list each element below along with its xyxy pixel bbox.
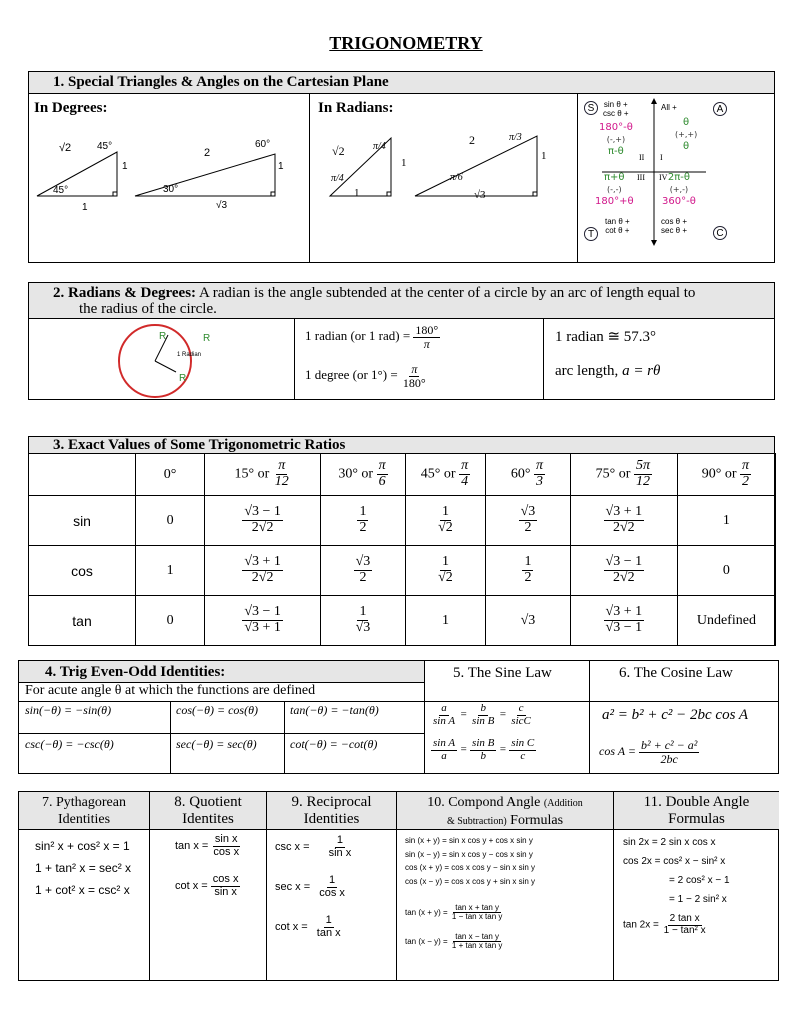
section-8-header: 8. Quotient Identites [174, 794, 242, 827]
tri2-side-bottom: √3 [216, 200, 228, 211]
section-formulas [18, 791, 779, 981]
tri3-side-bottom: 1 [354, 187, 360, 199]
radian-approx: 1 radian ≅ 57.3° [555, 329, 657, 345]
identity-cot: cot(−θ) = −cot(θ) [290, 737, 378, 751]
q3-handwritten: π+θ (-,-) 180°+θ [595, 172, 634, 207]
arc-length: arc length, a = rθ [555, 363, 661, 379]
radians-label: In Radians: [318, 100, 394, 116]
q2-handwritten: 180°-θ (-,+) π-θ [599, 122, 633, 157]
t-quadrant-label: T [584, 227, 598, 241]
section-4-header: 4. Trig Even-Odd Identities: [45, 664, 226, 680]
table-cell: $\frac{√3}{2}$ [321, 546, 406, 596]
quotient-cot: cot x = $\frac{\text{cos x}}{\text{sin x}}$ [175, 873, 239, 898]
identity-tan: tan(−θ) = −tan(θ) [290, 703, 379, 717]
table-cell: $\frac{√3 - 1}{√3 + 1}$ [205, 596, 321, 646]
q2-functions: sin θ + csc θ + [603, 100, 629, 118]
row-label: cos [29, 546, 136, 596]
column-header: 15° or $\frac{\pi}{12}$ [205, 454, 321, 496]
section-5-header: 5. The Sine Law [453, 665, 552, 681]
s-quadrant-label: S [584, 101, 598, 115]
section-9-header: 9. Reciprocal Identities [291, 794, 372, 827]
tri2-angle-left: 30° [163, 184, 179, 195]
tri1-side-bottom: 1 [82, 202, 88, 213]
table-cell: $\frac{√3 - 1}{2√2}$ [205, 496, 321, 546]
radius-label-3: R [179, 373, 187, 384]
column-header: 30° or $\frac{\pi}{6}$ [321, 454, 406, 496]
section-7-header: 7. Pythagorean Identities [42, 795, 126, 827]
table-cell: $\frac{√3}{2}$ [486, 496, 571, 546]
tri4-side-right: 1 [541, 150, 547, 162]
tri2-side-right: 1 [278, 161, 284, 172]
tri4-side-bottom: √3 [474, 189, 486, 201]
table-row [29, 496, 776, 546]
compound-tan-plus: tan (x + y) = $\frac{\text{tan x + tan y}}{\text{1 − tan x tan y}}$ [405, 903, 503, 922]
double-angle-tan: tan 2x = $\frac{\text{2 tan x}}{\text{1 − tan² x}}$ [623, 913, 706, 936]
radian-circle [113, 323, 197, 399]
column-header: 60° $\frac{\pi}{3}$ [486, 454, 571, 496]
reciprocal-cot: cot x = $\frac{1}{\text{tan x}}$ [275, 914, 341, 939]
radius-label-2: R [203, 333, 211, 344]
table-cell: 1 [405, 596, 485, 646]
triangle-45-45-90 [37, 152, 117, 196]
table-row [29, 596, 776, 646]
identity-cos: cos(−θ) = cos(θ) [176, 703, 258, 717]
degree-definition: 1 degree (or 1°) = $\frac{\pi}{180^\circ}$ [305, 362, 426, 390]
cosine-law-1: a² = b² + c² − 2bc cos A [602, 707, 749, 723]
exact-values-table [28, 453, 776, 646]
table-cell: $\frac{√3 + 1}{2√2}$ [205, 546, 321, 596]
degrees-label: In Degrees: [34, 100, 108, 116]
table-cell: 0 [677, 546, 775, 596]
table-cell: $\frac{1}{2}$ [486, 546, 571, 596]
reciprocal-csc: csc x = $\frac{1}{\text{sin x}}$ [275, 834, 352, 859]
table-cell: 0 [136, 596, 205, 646]
tri2-angle-top: 60° [255, 139, 271, 150]
section-1-header: 1. Special Triangles & Angles on the Cartesian Plane [29, 72, 774, 94]
column-header: 45° or $\frac{\pi}{4}$ [405, 454, 485, 496]
section-2-header: 2. Radians & Degrees: A radian is the angle subtended at the center of a circle by an arc of length equal to the radius of the circle. [29, 283, 774, 319]
table-cell: $\frac{1}{√3}$ [321, 596, 406, 646]
section-special-triangles [28, 71, 775, 263]
c-quadrant-label: C [713, 226, 727, 240]
radian-definition: 1 radian (or 1 rad) = $\frac{180^\circ}{\pi}$ [305, 323, 439, 351]
table-cell: Undefined [677, 596, 775, 646]
tri4-angle-left: π/6 [450, 172, 463, 183]
identity-sec: sec(−θ) = sec(θ) [176, 737, 257, 751]
section-identities-laws [18, 660, 779, 774]
double-angle-formulas: sin 2x = 2 sin x cos x cos 2x = cos² x − sin² x = 2 cos² x − 1 = 1 − 2 sin² x [623, 837, 730, 905]
tri3-angle-left: π/4 [331, 173, 344, 184]
a-quadrant-label: A [713, 102, 727, 116]
compound-tan-minus: tan (x − y) = $\frac{\text{tan x − tan y}}{\text{1 + tan x tan y}}$ [405, 932, 503, 951]
sine-law-1: $\frac{a}{\text{sin A}}$ = $\frac{b}{\text{sin B}}$ = $\frac{c}{\text{sicC}}$ [433, 702, 531, 727]
section-6-header: 6. The Cosine Law [619, 665, 733, 681]
identity-csc: csc(−θ) = −csc(θ) [25, 737, 114, 751]
column-header: 75° or $\frac{5\pi}{12}$ [570, 454, 677, 496]
quadrant-roman-2: II [639, 153, 645, 162]
row-label: tan [29, 596, 136, 646]
triangles-svg [29, 94, 577, 264]
tri1-hyp: √2 [59, 142, 72, 154]
row-label: sin [29, 496, 136, 546]
quadrant-roman-4: IV [659, 173, 668, 182]
tri3-angle-top: π/4 [373, 141, 386, 152]
table-cell: $\frac{√3 - 1}{2√2}$ [570, 546, 677, 596]
table-cell: 1 [136, 546, 205, 596]
table-cell: $\frac{1}{√2}$ [405, 496, 485, 546]
radius-label-1: R [159, 331, 167, 342]
quadrant-roman-3: III [637, 173, 645, 182]
page-title: TRIGONOMETRY [329, 33, 483, 53]
pythagorean-identities: sin² x + cos² x = 1 1 + tan² x = sec² x 1 + cot² x = csc² x [35, 839, 132, 897]
table-cell: 0 [136, 496, 205, 546]
one-radian-label: 1 Radian [177, 352, 202, 358]
tri3-hyp: √2 [332, 144, 345, 158]
sine-law-2: $\frac{\text{sin A}}{a}$ = $\frac{\text{sin B}}{b}$ = $\frac{\text{sin C}}{c}$ [433, 737, 535, 762]
tri1-side-right: 1 [122, 161, 128, 172]
table-cell: $\frac{1}{√2}$ [405, 546, 485, 596]
tri3-side-right: 1 [401, 157, 407, 169]
section-11-header: 11. Double Angle Formulas [643, 794, 750, 827]
section-3-header: 3. Exact Values of Some Trigonometric Ratios [29, 437, 774, 454]
tri1-angle-left: 45° [53, 185, 69, 196]
column-header: 0° [136, 454, 205, 496]
table-cell: $\frac{1}{2}$ [321, 496, 406, 546]
table-cell: $\frac{√3 + 1}{√3 - 1}$ [570, 596, 677, 646]
q4-handwritten: 2π-θ (+,-) 360°-θ [662, 172, 696, 207]
compound-angle-formulas: sin (x + y) = sin x cos y + cos x sin y sin (x − y) = sin x cos y − cos x sin y cos (x + y) = cos x cos y − sin x sin y cos (x − y) = cos x cos y + sin x sin y [405, 836, 536, 886]
triangle-30-60-90 [135, 154, 275, 196]
table-cell: 1 [677, 496, 775, 546]
cosine-law-2: cos A = $\frac{\text{b² + c² − a²}}{2bc}$ [599, 738, 698, 766]
triangle-pi6 [415, 136, 537, 196]
tri2-hyp: 2 [204, 147, 211, 159]
q4-functions: cos θ + sec θ + [661, 217, 688, 235]
section-radians-degrees [28, 282, 775, 400]
table-cell: √3 [486, 596, 571, 646]
table-row [29, 546, 776, 596]
q1-functions: All + [661, 103, 677, 112]
tri4-hyp: 2 [469, 133, 475, 147]
reciprocal-sec: sec x = $\frac{1}{\text{cos x}}$ [275, 874, 345, 899]
section-4-subheader: For acute angle θ at which the functions are defined [25, 683, 316, 698]
q3-functions: tan θ + cot θ + [605, 217, 630, 235]
quadrant-roman-1: I [660, 153, 663, 162]
table-cell: $\frac{√3 + 1}{2√2}$ [570, 496, 677, 546]
identity-sin: sin(−θ) = −sin(θ) [25, 703, 112, 717]
tri1-angle-top: 45° [97, 141, 113, 152]
q1-handwritten: θ (+,+) θ [675, 117, 698, 152]
section-10-header: 10. Compond Angle (Addition & Subtraction) Formulas [427, 795, 583, 828]
column-header: 90° or $\frac{\pi}{2}$ [677, 454, 775, 496]
tri4-angle-top: π/3 [509, 132, 522, 143]
quotient-tan: tan x = $\frac{\text{sin x}}{\text{cos x}}$ [175, 833, 240, 858]
